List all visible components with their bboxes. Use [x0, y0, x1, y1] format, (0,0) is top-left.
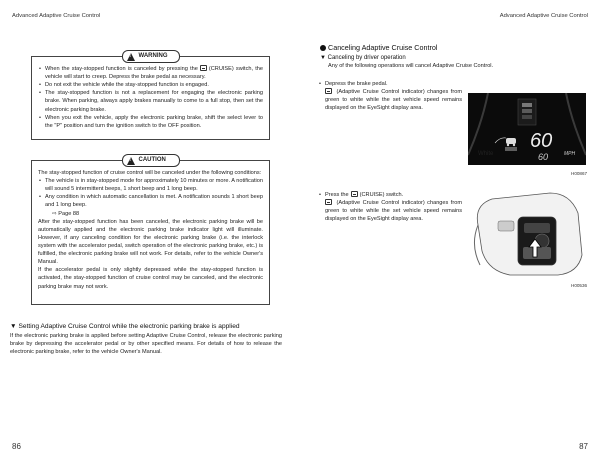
page-title: Canceling Adaptive Cruise Control	[320, 43, 437, 53]
page-reference-link[interactable]: ⇨ Page 88	[52, 210, 80, 217]
acc-indicator-icon	[325, 88, 332, 94]
epb-section	[10, 322, 282, 356]
switch-illustration	[470, 185, 586, 283]
speed-large: 60	[530, 130, 553, 152]
caution-paragraph: After the stay-stopped function has been canceled, the electronic parking brake will be automatically applied and the electronic parking brake indicator light will illuminate. However, if any canceling condition for the electronic parking brake (i.e. the interlock system with the accelerator pedal, switch operation of the electronic parking brake, etc.) is fulfilled, the electronic parking brake will not work. For details, refer to the vehicle Owner's Manual.	[38, 218, 263, 266]
acc-indicator-icon	[325, 199, 332, 205]
steering-switch-figure	[470, 185, 586, 283]
section-heading: ▼ Setting Adaptive Cruise Control while the electronic parking brake is applied	[10, 323, 240, 330]
running-header-right: Advanced Adaptive Cruise Control	[499, 13, 588, 19]
figure-code: H00867	[571, 171, 588, 176]
caution-bullet: • Any condition in which automatic cancellation is met. A notification sounds 1 short beep and 1 long beep.	[38, 193, 263, 209]
warning-bullet: • When you exit the vehicle, apply the electronic parking brake, shift the select lever to the "P" position and turn the ignition switch to the OFF position.	[38, 114, 263, 130]
warning-badge	[122, 50, 180, 63]
warning-label: WARNING	[138, 53, 168, 60]
operation-cruise-switch: • Press the (CRUISE) switch. (Adaptive Cruise Control indicator) changes from green to white while the set vehicle speed remains displayed on the EyeSight display area.	[318, 191, 462, 223]
warning-bullet: • The stay-stopped function is not a replacement for engaging the electronic parking brake. When parking, always apply brakes manually to come to a full stop, then set the electronic parking brake.	[38, 89, 263, 113]
caution-badge	[122, 154, 180, 167]
caution-box	[31, 157, 270, 305]
section-body: If the electronic parking brake is applied before setting Adaptive Cruise Control, release the electronic parking brake by depressing the accelerator pedal or by other specified means. For details of how to release the electronic parking brake, refer to the vehicle Owner's Manual.	[10, 332, 282, 355]
figure-code: H00536	[571, 283, 588, 288]
bullet-dot-icon	[320, 45, 326, 51]
warning-triangle-icon	[127, 53, 135, 61]
caution-intro: The stay-stopped function of cruise control will be canceled under the following conditions:	[38, 170, 262, 176]
caution-bullet: • The vehicle is in stay-stopped mode for approximately 10 minutes or more. A notification will sound 5 intermittent beeps, 1 short beep and 1 long beep.	[38, 177, 263, 193]
speed-unit: MPH	[564, 151, 576, 157]
indicator-color-label: White	[478, 151, 494, 157]
subsection-heading: ▼ Canceling by driver operation	[320, 55, 406, 61]
speed-small: 60	[538, 152, 549, 162]
warning-bullet: • Do not exit the vehicle while the stay-stopped function is engaged.	[38, 81, 263, 89]
caution-triangle-icon	[127, 157, 135, 165]
cruise-switch-icon	[351, 191, 358, 197]
page-number-left: 86	[12, 442, 21, 452]
page-number-right: 87	[579, 442, 588, 452]
operation-brake: • Depress the brake pedal. (Adaptive Cruise Control indicator) changes from green to white while the set vehicle speed remains displayed on the EyeSight display area.	[318, 80, 462, 112]
caution-label: CAUTION	[138, 157, 166, 164]
warning-box	[31, 53, 270, 140]
running-header-left: Advanced Adaptive Cruise Control	[12, 13, 101, 19]
warning-bullet: • When the stay-stopped function is canceled by pressing the (CRUISE) switch, the vehicle will start to creep. Depress the brake pedal as necessary.	[38, 65, 263, 81]
caution-paragraph: If the accelerator pedal is only slightly depressed while the stay-stopped function is activated, the stay-stopped function of cruise control may be canceled, and the electronic parking brake may not work.	[38, 267, 263, 290]
cruise-switch-icon	[200, 65, 207, 71]
subsection-note: Any of the following operations will cancel Adaptive Cruise Control.	[328, 63, 494, 69]
